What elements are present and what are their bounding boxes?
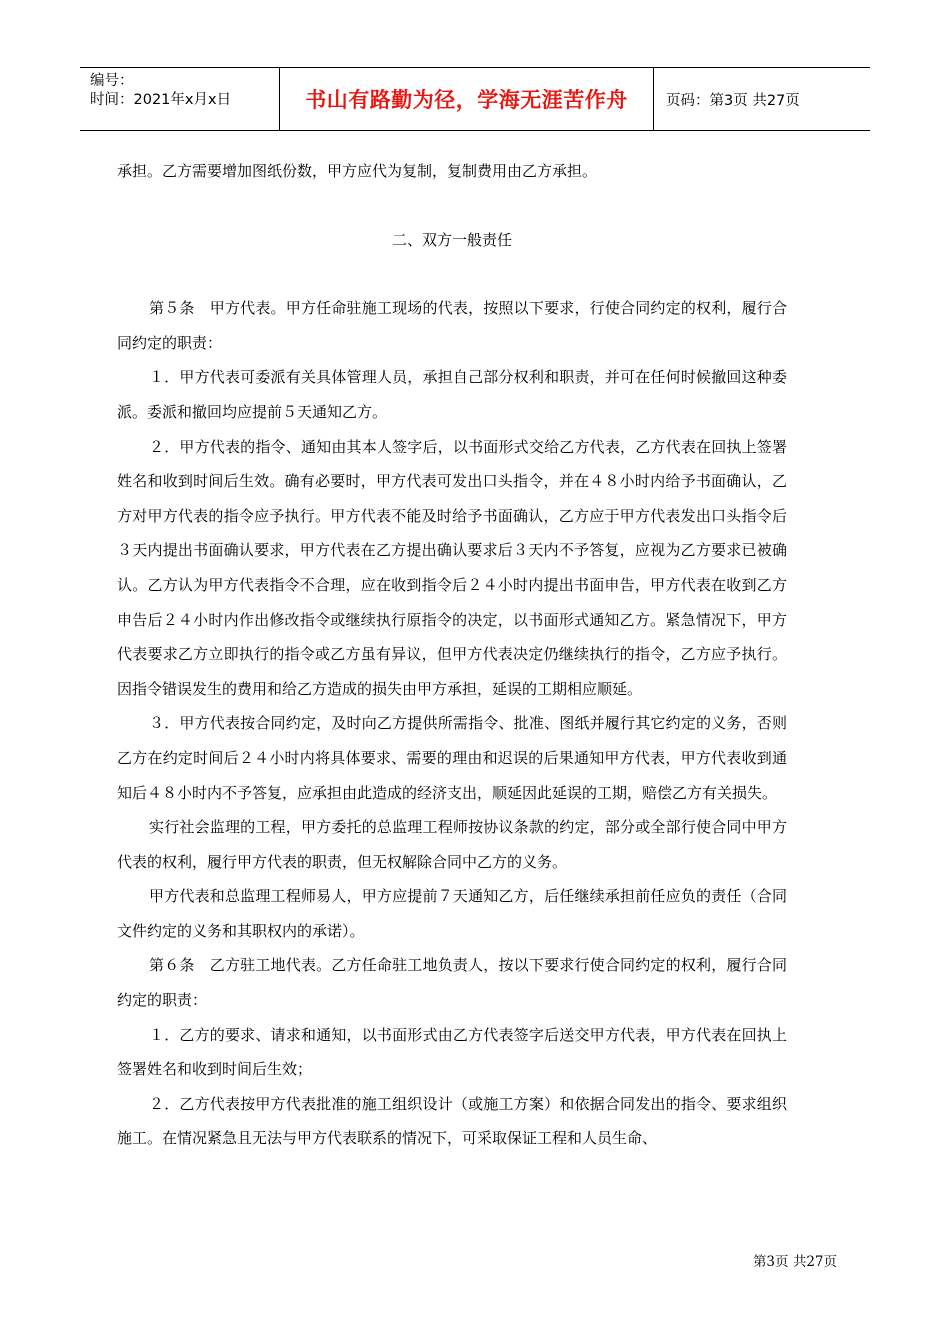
header-page-number: 页码：第3页 共27页	[666, 92, 800, 109]
paragraph: 实行社会监理的工程，甲方委托的总监理工程师按协议条款的约定，部分或全部行使合同中甲方代表的权利，履行甲方代表的职责，但无权解除合同中乙方的义务。	[117, 818, 787, 871]
paragraph: １．甲方代表可委派有关具体管理人员，承担自己部分权利和职责，并可在任何时候撤回这种委派。委派和撤回均应提前５天通知乙方。	[117, 368, 787, 421]
paragraph: ３．甲方代表按合同约定，及时向乙方提供所需指令、批准、图纸并履行其它约定的义务，否则乙方在约定时间后２４小时内将具体要求、需要的理由和迟误的后果通知甲方代表，甲方代表收到通知后４８小时内不予答复，应承担由此造成的经济支出，顺延因此延误的工期，赔偿乙方有关损失。	[117, 714, 787, 802]
paragraph: ２．乙方代表按甲方代表批准的施工组织设计（或施工方案）和依据合同发出的指令、要求组织施工。在情况紧急且无法与甲方代表联系的情况下，可采取保证工程和人员生命、	[117, 1094, 787, 1148]
paragraph: １．乙方的要求、请求和通知，以书面形式由乙方代表签字后送交甲方代表，甲方代表在回执上签署姓名和收到时间后生效；	[117, 1025, 787, 1079]
paragraph: 第６条 乙方驻工地代表。乙方任命驻工地负责人，按以下要求行使合同约定的权利，履行合同约定的职责：	[117, 956, 787, 1010]
header-meta	[80, 68, 280, 130]
paragraph: ２．甲方代表的指令、通知由其本人签字后，以书面形式交给乙方代表，乙方代表在回执上签署姓名和收到时间后生效。确有必要时，甲方代表可发出口头指令，并在４８小时内给予书面确认，乙方对甲方代表的指令应予执行。甲方代表不能及时给予书面确认，乙方应于甲方代表发出口头指令后３天内提出书面确认要求，甲方代表在乙方提出确认要求后３天内不予答复，应视为乙方要求已被确认。乙方认为甲方代表指令不合理，应在收到指令后２４小时内提出书面申告，甲方代表在收到乙方申告后２４小时内作出修改指令或继续执行原指令的决定，以书面形式通知乙方。紧急情况下，甲方代表要求乙方立即执行的指令或乙方虽有异议，但甲方代表决定仍继续执行的指令，乙方应予执行。因指令错误发生的费用和给乙方造成的损失由甲方承担，延误的工期相应顺延。	[117, 437, 787, 698]
document-body	[117, 154, 787, 1156]
paragraph: 第５条 甲方代表。甲方任命驻施工现场的代表，按照以下要求，行使合同约定的权利，履行合同约定的职责：	[117, 299, 787, 352]
paragraph: 甲方代表和总监理工程师易人，甲方应提前７天通知乙方，后任继续承担前任应负的责任（合同文件约定的义务和其职权内的承诺）。	[117, 887, 787, 940]
page-header	[80, 67, 870, 131]
page-footer: 第3页 共27页	[752, 1254, 837, 1270]
section-heading: 二、双方一般责任	[391, 230, 512, 249]
header-motto: 书山有路勤为径，学海无涯苦作舟	[280, 68, 654, 130]
document-time-label: 时间：2021年x月x日	[90, 92, 232, 108]
paragraph: 承担。乙方需要增加图纸份数，甲方应代为复制，复制费用由乙方承担。	[117, 162, 598, 180]
document-number-label: 编号：	[90, 73, 134, 89]
